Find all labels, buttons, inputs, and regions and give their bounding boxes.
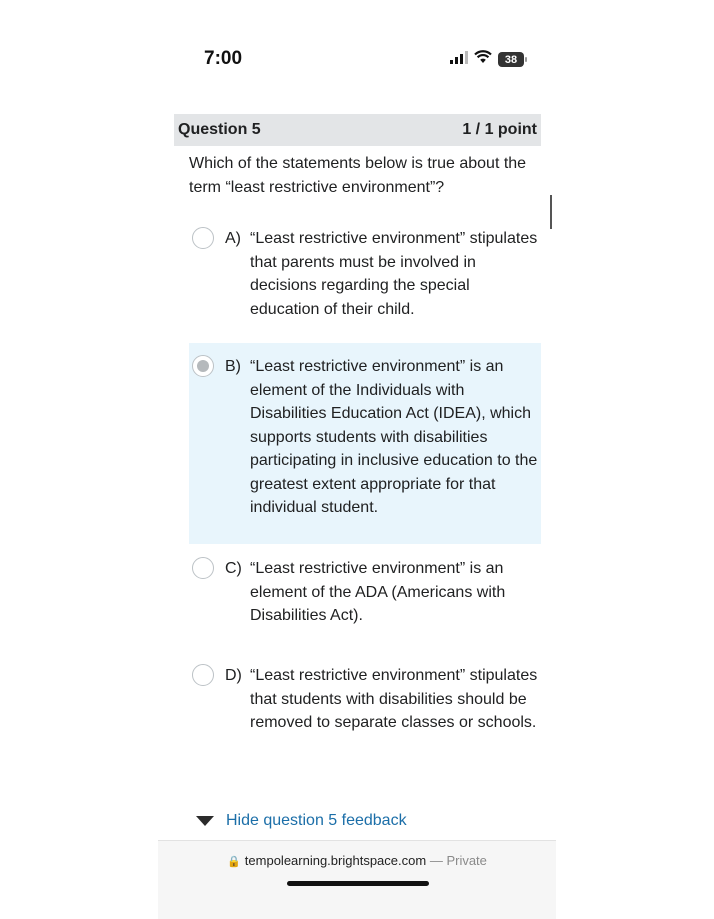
option-letter: A): [225, 230, 241, 247]
scroll-indicator[interactable]: [550, 195, 552, 229]
answer-option-a[interactable]: [189, 226, 541, 321]
radio-button-b[interactable]: [192, 355, 214, 377]
question-text: Which of the statements below is true about the term “least restrictive environment”?: [189, 155, 527, 196]
home-indicator[interactable]: [287, 881, 429, 886]
cellular-signal-icon: [450, 51, 468, 69]
answer-option-d[interactable]: [189, 663, 541, 735]
option-letter: C): [225, 560, 242, 577]
question-header: [174, 114, 541, 146]
option-text: “Least restrictive environment” is an element of the ADA (Americans with Disabilities Act).: [250, 560, 506, 624]
question-title: Question 5: [178, 121, 261, 138]
radio-button-d[interactable]: [192, 664, 214, 686]
lock-icon: 🔒: [227, 856, 241, 868]
radio-selected-dot: [197, 360, 209, 372]
answer-option-b[interactable]: [189, 343, 541, 544]
status-icons: [450, 50, 524, 69]
triangle-down-icon: [196, 816, 214, 826]
option-letter: D): [225, 667, 242, 684]
option-text: “Least restrictive environment” stipulates that students with disabilities should be removed to separate classes or schools.: [250, 667, 538, 731]
option-text: “Least restrictive environment” is an element of the Individuals with Disabilities Education Act (IDEA), which supports students with disabilities participating in inclusive education to the greatest extent appropriate for that individual student.: [250, 358, 538, 516]
url-text: tempolearning.brightspace.com: [244, 853, 427, 868]
battery-icon: 38: [498, 52, 524, 67]
option-text: “Least restrictive environment” stipulates that parents must be involved in decisions regarding the special education of their child.: [250, 230, 538, 318]
hide-feedback-toggle[interactable]: [196, 812, 407, 830]
browser-bottom-bar: [158, 840, 556, 919]
address-bar[interactable]: [158, 853, 556, 868]
answer-option-c[interactable]: [189, 556, 541, 628]
question-score: 1 / 1 point: [462, 121, 537, 138]
wifi-icon: [474, 50, 492, 69]
status-time: 7:00: [204, 48, 243, 69]
private-mode-label: Private: [446, 853, 487, 868]
radio-button-c[interactable]: [192, 557, 214, 579]
option-letter: B): [225, 358, 241, 375]
url-separator: —: [429, 853, 443, 868]
radio-button-a[interactable]: [192, 227, 214, 249]
hide-feedback-link[interactable]: Hide question 5 feedback: [226, 812, 407, 829]
